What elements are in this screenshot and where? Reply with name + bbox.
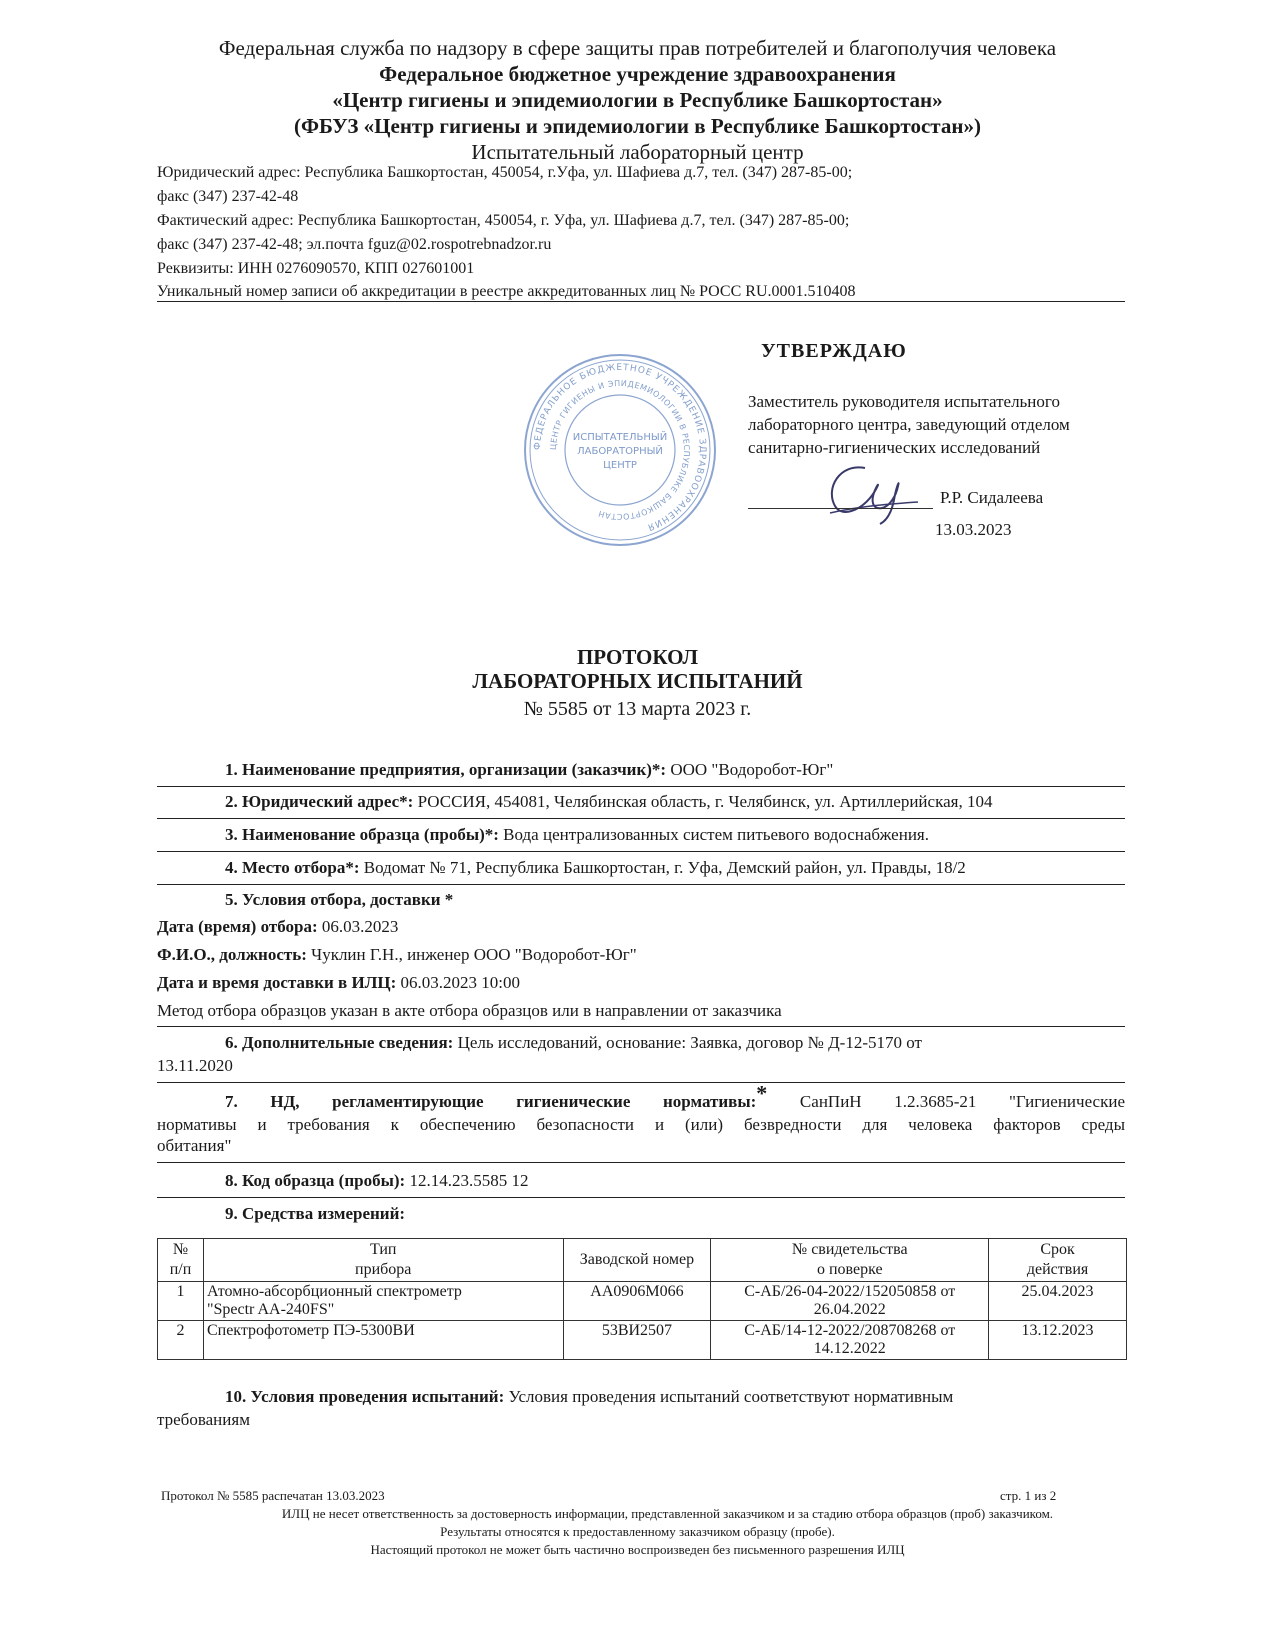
- footer-disclaimer-3: Настоящий протокол не может быть частично воспроизведен без письменного разрешения ИЛЦ: [370, 1542, 905, 1557]
- col-header-number-line2: п/п: [169, 1261, 192, 1278]
- approval-title: УТВЕРЖДАЮ: [761, 340, 907, 362]
- field-additional-info-value: Цель исследований, основание: Заявка, договор № Д-12-5170 от: [453, 1033, 922, 1052]
- stamp-outer-text: ФЕДЕРАЛЬНОЕ БЮДЖЕТНОЕ УЧРЕЖДЕНИЕ ЗДРАВООХРАНЕНИЯ: [532, 362, 708, 533]
- actual-address: Фактический адрес: Республика Башкортостан, 450054, г. Уфа, ул. Шафиева д.7, тел. (347) 287-85-00;: [157, 212, 850, 229]
- cell-type-line1: Атомно-абсорбционный спектрометр: [206, 1283, 462, 1300]
- col-header-validity-line1: Срок: [1040, 1241, 1075, 1258]
- col-header-type-line2: прибора: [355, 1261, 412, 1278]
- field-sampler: [157, 945, 637, 965]
- header-lab-name: Испытательный лабораторный центр: [471, 140, 804, 164]
- field-delivery-time-label: Дата и время доставки в ИЛЦ:: [157, 973, 397, 992]
- divider: [157, 1162, 1125, 1163]
- cell-serial: AA0906M066: [563, 1282, 711, 1321]
- field-normative-docs-cont2: обитания": [157, 1136, 232, 1155]
- field-customer-label: 1. Наименование предприятия, организации (заказчик)*:: [225, 760, 667, 779]
- col-header-validity-line2: действия: [1026, 1261, 1089, 1278]
- col-header-certificate-line1: № свидетельства: [791, 1241, 908, 1258]
- field-normative-docs: [157, 1080, 1125, 1113]
- cell-certificate-line2: 26.04.2022: [813, 1301, 886, 1318]
- field-sample-name: [225, 825, 929, 845]
- field-sampling-conditions-label: 5. Условия отбора, доставки *: [225, 890, 454, 909]
- divider: [157, 786, 1125, 787]
- cell-number: 1: [158, 1282, 204, 1321]
- approval-date: 13.03.2023: [935, 520, 1012, 539]
- cell-certificate: [711, 1321, 989, 1360]
- header-institution-name: «Центр гигиены и эпидемиологии в Республике Башкортостан»: [332, 88, 943, 112]
- field-sampling-date: [157, 917, 398, 937]
- approval-position-line1: Заместитель руководителя испытательного: [748, 392, 1060, 411]
- field-normative-docs-label: 7. НД, регламентирующие гигиенические нормативы:: [225, 1092, 757, 1111]
- header-institution-type: Федеральное бюджетное учреждение здравоохранения: [379, 62, 896, 86]
- col-header-type-line1: Тип: [369, 1241, 397, 1258]
- divider: [157, 884, 1125, 885]
- field-additional-info-label: 6. Дополнительные сведения:: [225, 1033, 454, 1052]
- field-test-conditions-cont: требованиям: [157, 1410, 250, 1429]
- divider: [157, 851, 1125, 852]
- field-delivery-time-value: 06.03.2023 10:00: [396, 973, 520, 992]
- stamp-center-line3: ЦЕНТР: [603, 460, 637, 471]
- field-sample-name-label: 3. Наименование образца (пробы)*:: [225, 825, 499, 844]
- field-additional-info: [225, 1033, 922, 1053]
- field-sampling-place: [225, 858, 966, 878]
- cell-certificate-line1: С-АБ/26-04-2022/152050858 от: [744, 1283, 956, 1300]
- field-sample-name-value: Вода централизованных систем питьевого водоснабжения.: [498, 825, 929, 844]
- footer-disclaimer-2: Результаты относятся к предоставленному заказчиком образцу (пробе).: [440, 1524, 835, 1539]
- divider: [157, 1197, 1125, 1198]
- header-institution-abbr: (ФБУЗ «Центр гигиены и эпидемиологии в Республике Башкортостан»): [294, 114, 981, 138]
- header-agency: Федеральная служба по надзору в сфере защиты прав потребителей и благополучия человека: [218, 36, 1057, 60]
- cell-serial: 53ВИ2507: [563, 1321, 711, 1360]
- legal-address: Юридический адрес: Республика Башкортостан, 450054, г.Уфа, ул. Шафиева д.7, тел. (347) 287-85-00;: [157, 164, 853, 181]
- footer-printed: Протокол № 5585 распечатан 13.03.2023: [161, 1488, 385, 1503]
- cell-type: [203, 1321, 563, 1360]
- divider: [157, 818, 1125, 819]
- header-divider: [157, 301, 1125, 302]
- cell-type-line1: Спектрофотометр ПЭ-5300ВИ: [206, 1322, 415, 1339]
- protocol-number: № 5585 от 13 марта 2023 г.: [523, 698, 752, 720]
- table-header-row: [158, 1239, 1127, 1282]
- approver-name: Р.Р. Сидалеева: [940, 488, 1044, 507]
- approval-position-line2: лабораторного центра, заведующий отделом: [748, 415, 1070, 434]
- table-row: [158, 1321, 1127, 1360]
- col-header-number-line1: №: [172, 1241, 189, 1258]
- field-sample-code: [225, 1171, 528, 1191]
- cell-type: [203, 1282, 563, 1321]
- field-customer-value: ООО "Водоробот-Юг": [666, 760, 834, 779]
- stamp-center-line1: ИСПЫТАТЕЛЬНЫЙ: [572, 432, 668, 443]
- col-header-validity: [989, 1239, 1127, 1282]
- handwritten-signature: [810, 458, 920, 533]
- stamp-inner-ring-text: ЦЕНТР ГИГИЕНЫ И ЭПИДЕМИОЛОГИИ В РЕСПУБЛИКЕ БАШКОРТОСТАН: [548, 378, 692, 522]
- field-sampler-label: Ф.И.О., должность:: [157, 945, 307, 964]
- field-normative-docs-star: *: [756, 1080, 768, 1106]
- cell-validity: 25.04.2023: [989, 1282, 1127, 1321]
- requisites: Реквизиты: ИНН 0276090570, КПП 027601001: [157, 260, 475, 277]
- accreditation-number: Уникальный номер записи об аккредитации в реестре аккредитованных лиц № РОСС RU.0001.510408: [157, 283, 856, 300]
- field-sampling-date-value: 06.03.2023: [317, 917, 399, 936]
- field-test-conditions: [225, 1387, 953, 1407]
- footer-disclaimer-1: ИЛЦ не несет ответственность за достоверность информации, представленной заказчиком и за стадию отбора образцов (проб) заказчиком.: [281, 1506, 1054, 1521]
- legal-fax: факс (347) 237-42-48: [157, 188, 299, 205]
- table-row: [158, 1282, 1127, 1321]
- col-header-number: [158, 1239, 204, 1282]
- col-header-certificate-line2: о поверке: [816, 1261, 883, 1278]
- approval-position-line3: санитарно-гигиенических исследований: [748, 438, 1041, 457]
- field-sample-code-label: 8. Код образца (пробы):: [225, 1171, 406, 1190]
- stamp-center-line2: ЛАБОРАТОРНЫЙ: [577, 446, 663, 457]
- field-normative-docs-value: СанПиН 1.2.3685-21 "Гигиенические: [767, 1092, 1125, 1111]
- cell-type-line2: "Spectr AA-240FS": [206, 1301, 335, 1318]
- cell-number: 2: [158, 1321, 204, 1360]
- signature-line: [748, 508, 933, 509]
- lab-stamp: [520, 350, 720, 555]
- protocol-title: ПРОТОКОЛ: [576, 645, 699, 669]
- field-delivery-time: [157, 973, 520, 993]
- field-instruments-label: 9. Средства измерений:: [225, 1204, 406, 1223]
- cell-certificate-line1: С-АБ/14-12-2022/208708268 от: [744, 1322, 956, 1339]
- instruments-table: [157, 1238, 1127, 1360]
- actual-fax-email: факс (347) 237-42-48; эл.почта fguz@02.rospotrebnadzor.ru: [157, 236, 552, 253]
- divider: [157, 1082, 1125, 1083]
- field-normative-docs-cont: нормативы и требования к обеспечению безопасности и (или) безвредности для человека факторов среды: [157, 1115, 1125, 1134]
- col-header-serial: Заводской номер: [563, 1239, 711, 1282]
- field-test-conditions-label: 10. Условия проведения испытаний:: [225, 1387, 505, 1406]
- cell-certificate: [711, 1282, 989, 1321]
- field-legal-address-label: 2. Юридический адрес*:: [225, 792, 414, 811]
- cell-certificate-line2: 14.12.2022: [813, 1340, 886, 1357]
- footer-page-number: стр. 1 из 2: [1000, 1488, 1057, 1503]
- cell-validity: 13.12.2023: [989, 1321, 1127, 1360]
- field-sampler-value: Чуклин Г.Н., инженер ООО "Водоробот-Юг": [306, 945, 637, 964]
- field-legal-address-value: РОССИЯ, 454081, Челябинская область, г. Челябинск, ул. Артиллерийская, 104: [413, 792, 993, 811]
- field-sampling-method: Метод отбора образцов указан в акте отбора образцов или в направлении от заказчика: [157, 1001, 782, 1020]
- field-customer: [225, 760, 833, 780]
- field-test-conditions-value: Условия проведения испытаний соответствуют нормативным: [504, 1387, 954, 1406]
- col-header-type: [203, 1239, 563, 1282]
- divider: [157, 1026, 1125, 1027]
- field-sample-code-value: 12.14.23.5585 12: [405, 1171, 529, 1190]
- col-header-certificate: [711, 1239, 989, 1282]
- field-legal-address: [225, 792, 992, 812]
- protocol-subtitle: ЛАБОРАТОРНЫХ ИСПЫТАНИЙ: [472, 669, 803, 693]
- field-sampling-date-label: Дата (время) отбора:: [157, 917, 318, 936]
- field-additional-info-cont: 13.11.2020: [157, 1056, 233, 1075]
- field-sampling-place-value: Водомат № 71, Республика Башкортостан, г. Уфа, Демский район, ул. Правды, 18/2: [359, 858, 966, 877]
- field-sampling-place-label: 4. Место отбора*:: [225, 858, 360, 877]
